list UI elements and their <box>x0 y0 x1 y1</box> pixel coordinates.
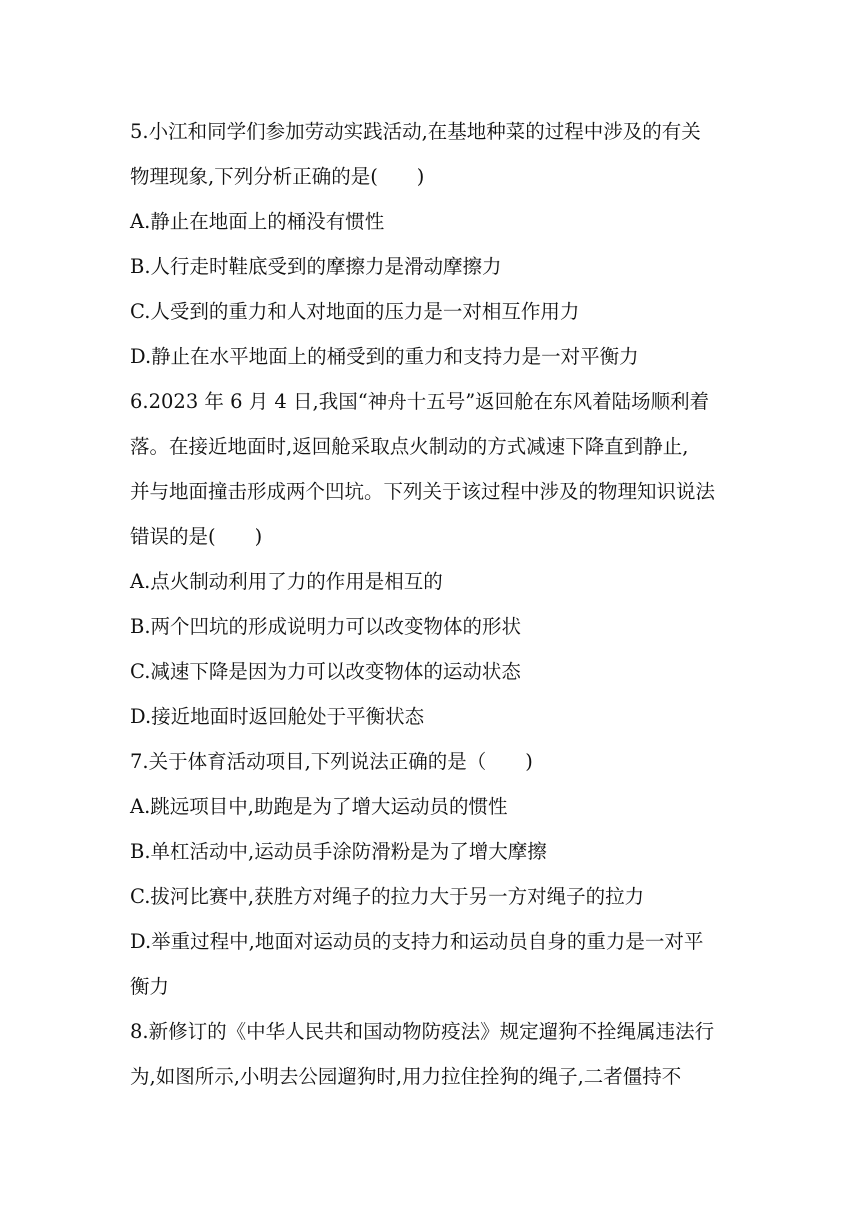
q5-stem-line-2: 物理现象,下列分析正确的是( ) <box>130 165 425 188</box>
q5-option-b: B.人行走时鞋底受到的摩擦力是滑动摩擦力 <box>130 255 502 278</box>
q7-option-a: A.跳远项目中,助跑是为了增大运动员的惯性 <box>130 795 508 818</box>
q7-option-c: C.拔河比赛中,获胜方对绳子的拉力大于另一方对绳子的拉力 <box>130 885 645 908</box>
q6-option-c: C.减速下降是因为力可以改变物体的运动状态 <box>130 660 521 683</box>
q6-stem-line-3: 并与地面撞击形成两个凹坑。下列关于该过程中涉及的物理知识说法 <box>130 480 716 503</box>
q7-option-b: B.单杠活动中,运动员手涂防滑粉是为了增大摩擦 <box>130 840 547 863</box>
q7-option-d-line-1: D.举重过程中,地面对运动员的支持力和运动员自身的重力是一对平 <box>130 930 704 953</box>
q8-stem-line-1: 8.新修订的《中华人民共和国动物防疫法》规定遛狗不拴绳属违法行 <box>130 1020 715 1043</box>
q6-option-d: D.接近地面时返回舱处于平衡状态 <box>130 705 425 728</box>
q7-stem: 7.关于体育活动项目,下列说法正确的是（ ) <box>130 750 533 773</box>
q6-option-a: A.点火制动利用了力的作用是相互的 <box>130 570 443 593</box>
document-page <box>130 109 740 1099</box>
q6-stem-line-1: 6.2023 年 6 月 4 日,我国“神舟十五号”返回舱在东风着陆场顺利着 <box>130 390 710 413</box>
q6-stem-line-2: 落。在接近地面时,返回舱采取点火制动的方式减速下降直到静止, <box>130 435 689 458</box>
q5-option-a: A.静止在地面上的桶没有惯性 <box>130 210 385 233</box>
q7-option-d-line-2: 衡力 <box>130 975 170 998</box>
q6-stem-line-4: 错误的是( ) <box>130 525 263 548</box>
q5-stem-line-1: 5.小江和同学们参加劳动实践活动,在基地种菜的过程中涉及的有关 <box>130 120 701 143</box>
q5-option-d: D.静止在水平地面上的桶受到的重力和支持力是一对平衡力 <box>130 345 639 368</box>
q8-stem-line-2: 为,如图所示,小明去公园遛狗时,用力拉住拴狗的绳子,二者僵持不 <box>130 1065 682 1088</box>
q6-option-b: B.两个凹坑的形成说明力可以改变物体的形状 <box>130 615 522 638</box>
q5-option-c: C.人受到的重力和人对地面的压力是一对相互作用力 <box>130 300 580 323</box>
